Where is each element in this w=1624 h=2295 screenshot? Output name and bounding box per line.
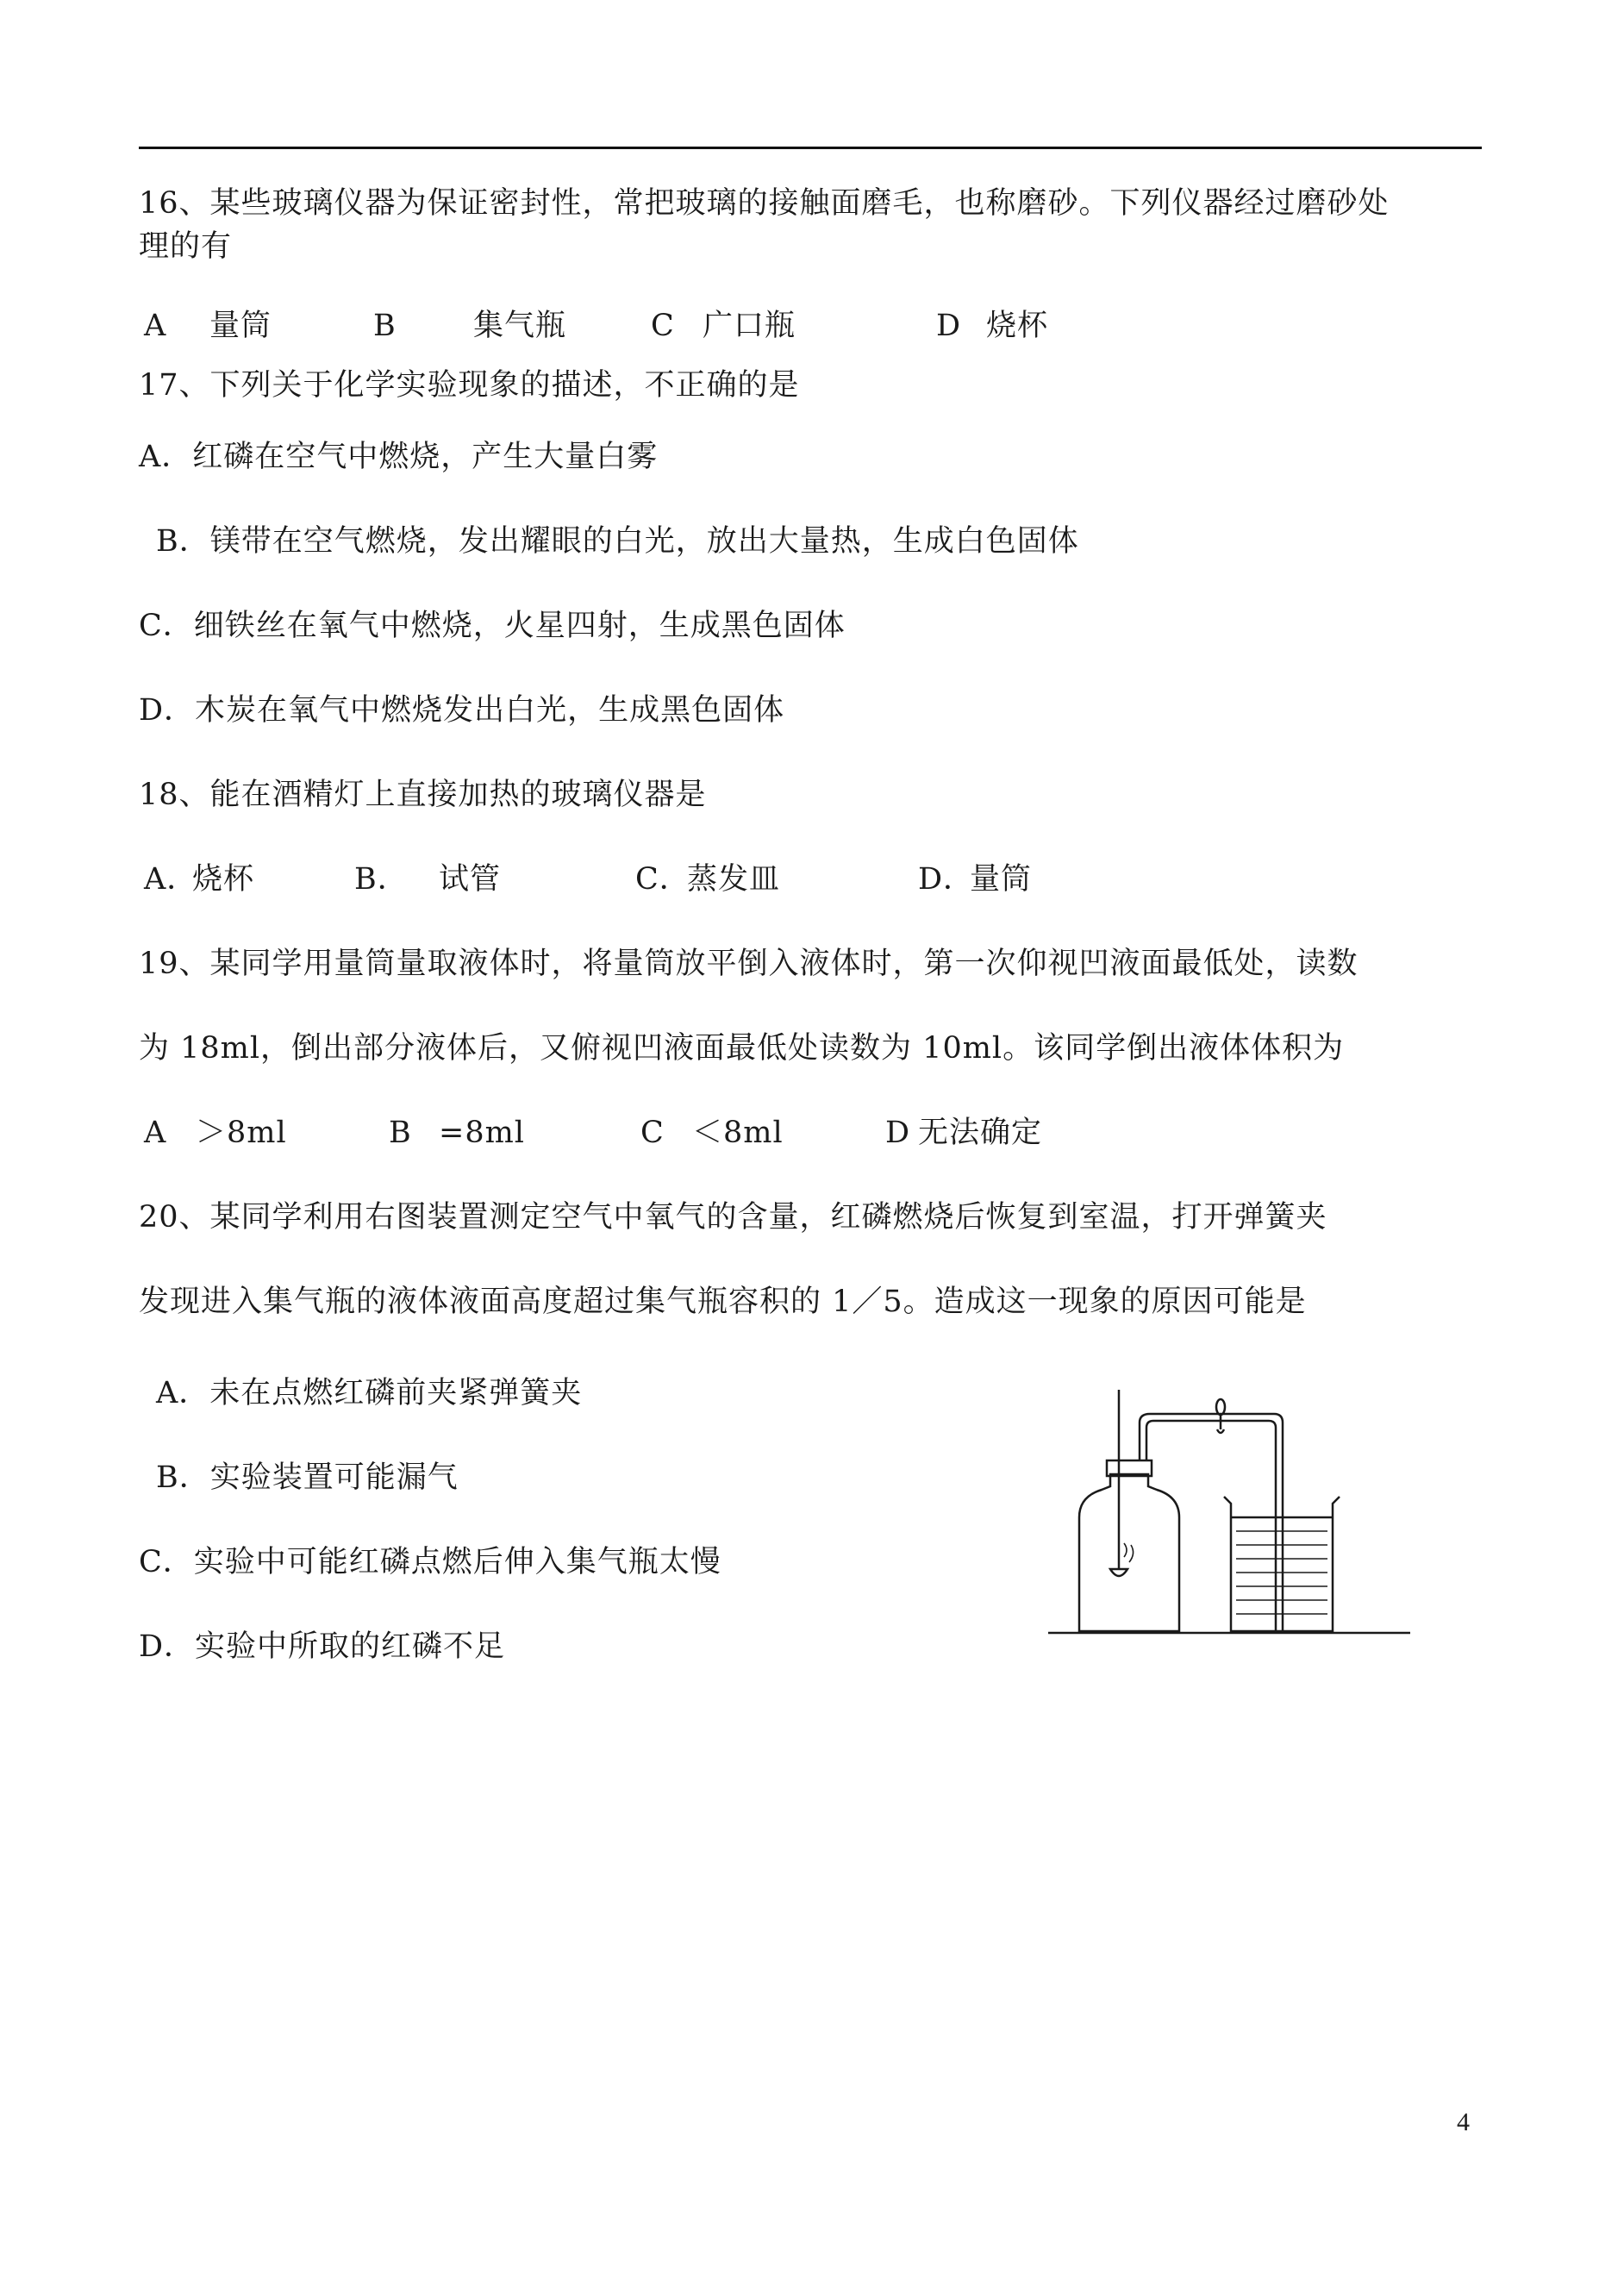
q17-option-a: A．红磷在空气中燃烧，产生大量白雾 [139,440,659,474]
q19-option-c-text: ＜8ml [692,1116,784,1150]
q16-option-a-letter: A [144,309,167,343]
spring-clip-grip [1217,1429,1224,1433]
q19-option-d-letter: D [885,1116,911,1150]
q20-option-c: C．实验中可能红磷点燃后伸入集气瓶太慢 [139,1545,721,1579]
q17-option-b: B．镁带在空气燃烧，发出耀眼的白光，放出大量热，生成白色固体 [156,524,1079,559]
header-rule [139,147,1482,149]
q18-option-a-letter: A． [144,862,198,897]
q16-stem-line2: 理的有 [139,229,233,264]
flame-icon [1124,1543,1134,1562]
q18-option-b-letter: B． [354,862,409,897]
q19-option-c-letter: C [640,1116,665,1150]
q16-option-d-text: 烧杯 [986,309,1049,343]
q19-stem-line1: 19、某同学用量筒量取液体时，将量筒放平倒入液体时，第一次仰视凹液面最低处，读数 [139,947,1359,981]
q16-option-c-letter: C [651,309,675,343]
q18-option-d-text: 量筒 [970,862,1033,897]
q19-options [139,1114,1483,1152]
q20-option-a: A．未在点燃红磷前夹紧弹簧夹 [156,1376,583,1410]
connecting-tube [1140,1414,1283,1631]
q16-option-b-letter: B [373,309,397,343]
q20-option-b: B．实验装置可能漏气 [156,1460,459,1495]
q16-option-c-text: 广口瓶 [703,309,796,343]
q18-option-c-text: 蒸发皿 [687,862,781,897]
q16-option-d-letter: D [936,309,962,343]
q17-option-c: C．细铁丝在氧气中燃烧，火星四射，生成黑色固体 [139,609,846,643]
q19-option-a-text: ＞8ml [196,1116,287,1150]
gas-bottle [1079,1474,1179,1631]
q16-stem-line1: 16、某些玻璃仪器为保证密封性，常把玻璃的接触面磨毛，也称磨砂。下列仪器经过磨砂处 [139,186,1390,221]
q16-options [139,307,1483,345]
combustion-spoon [1110,1569,1127,1576]
q18-option-c-letter: C． [635,862,690,897]
q18-stem: 18、能在酒精灯上直接加热的玻璃仪器是 [139,778,707,812]
q17-stem: 17、下列关于化学实验现象的描述，不正确的是 [139,368,800,403]
q20-option-d: D．实验中所取的红磷不足 [139,1629,506,1664]
q20-stem-line1: 20、某同学利用右图装置测定空气中氧气的含量，红磷燃烧后恢复到室温，打开弹簧夹 [139,1200,1327,1235]
spring-clip-icon [1216,1399,1225,1415]
q19-option-b-text: =8ml [439,1116,525,1150]
apparatus-diagram [1048,1388,1410,1647]
q16-option-a-text: 量筒 [209,309,272,343]
q18-options [139,860,1483,898]
q18-option-d-letter: D． [918,862,975,897]
q17-option-d: D．木炭在氧气中燃烧发出白光，生成黑色固体 [139,693,785,728]
q19-option-a-letter: A [144,1116,167,1150]
q19-stem-line2: 为 18ml，倒出部分液体后，又俯视凹液面最低处读数为 10ml。该同学倒出液体体积为 [139,1031,1345,1066]
q16-option-b-text: 集气瓶 [473,309,567,343]
q18-option-b-text: 试管 [439,862,502,897]
q18-option-a-text: 烧杯 [192,862,255,897]
q20-stem-line2: 发现进入集气瓶的液体液面高度超过集气瓶容积的 1／5。造成这一现象的原因可能是 [139,1285,1307,1319]
q19-option-d-text: 无法确定 [918,1116,1043,1150]
page-number: 4 [1457,2108,1470,2136]
q19-option-b-letter: B [389,1116,412,1150]
